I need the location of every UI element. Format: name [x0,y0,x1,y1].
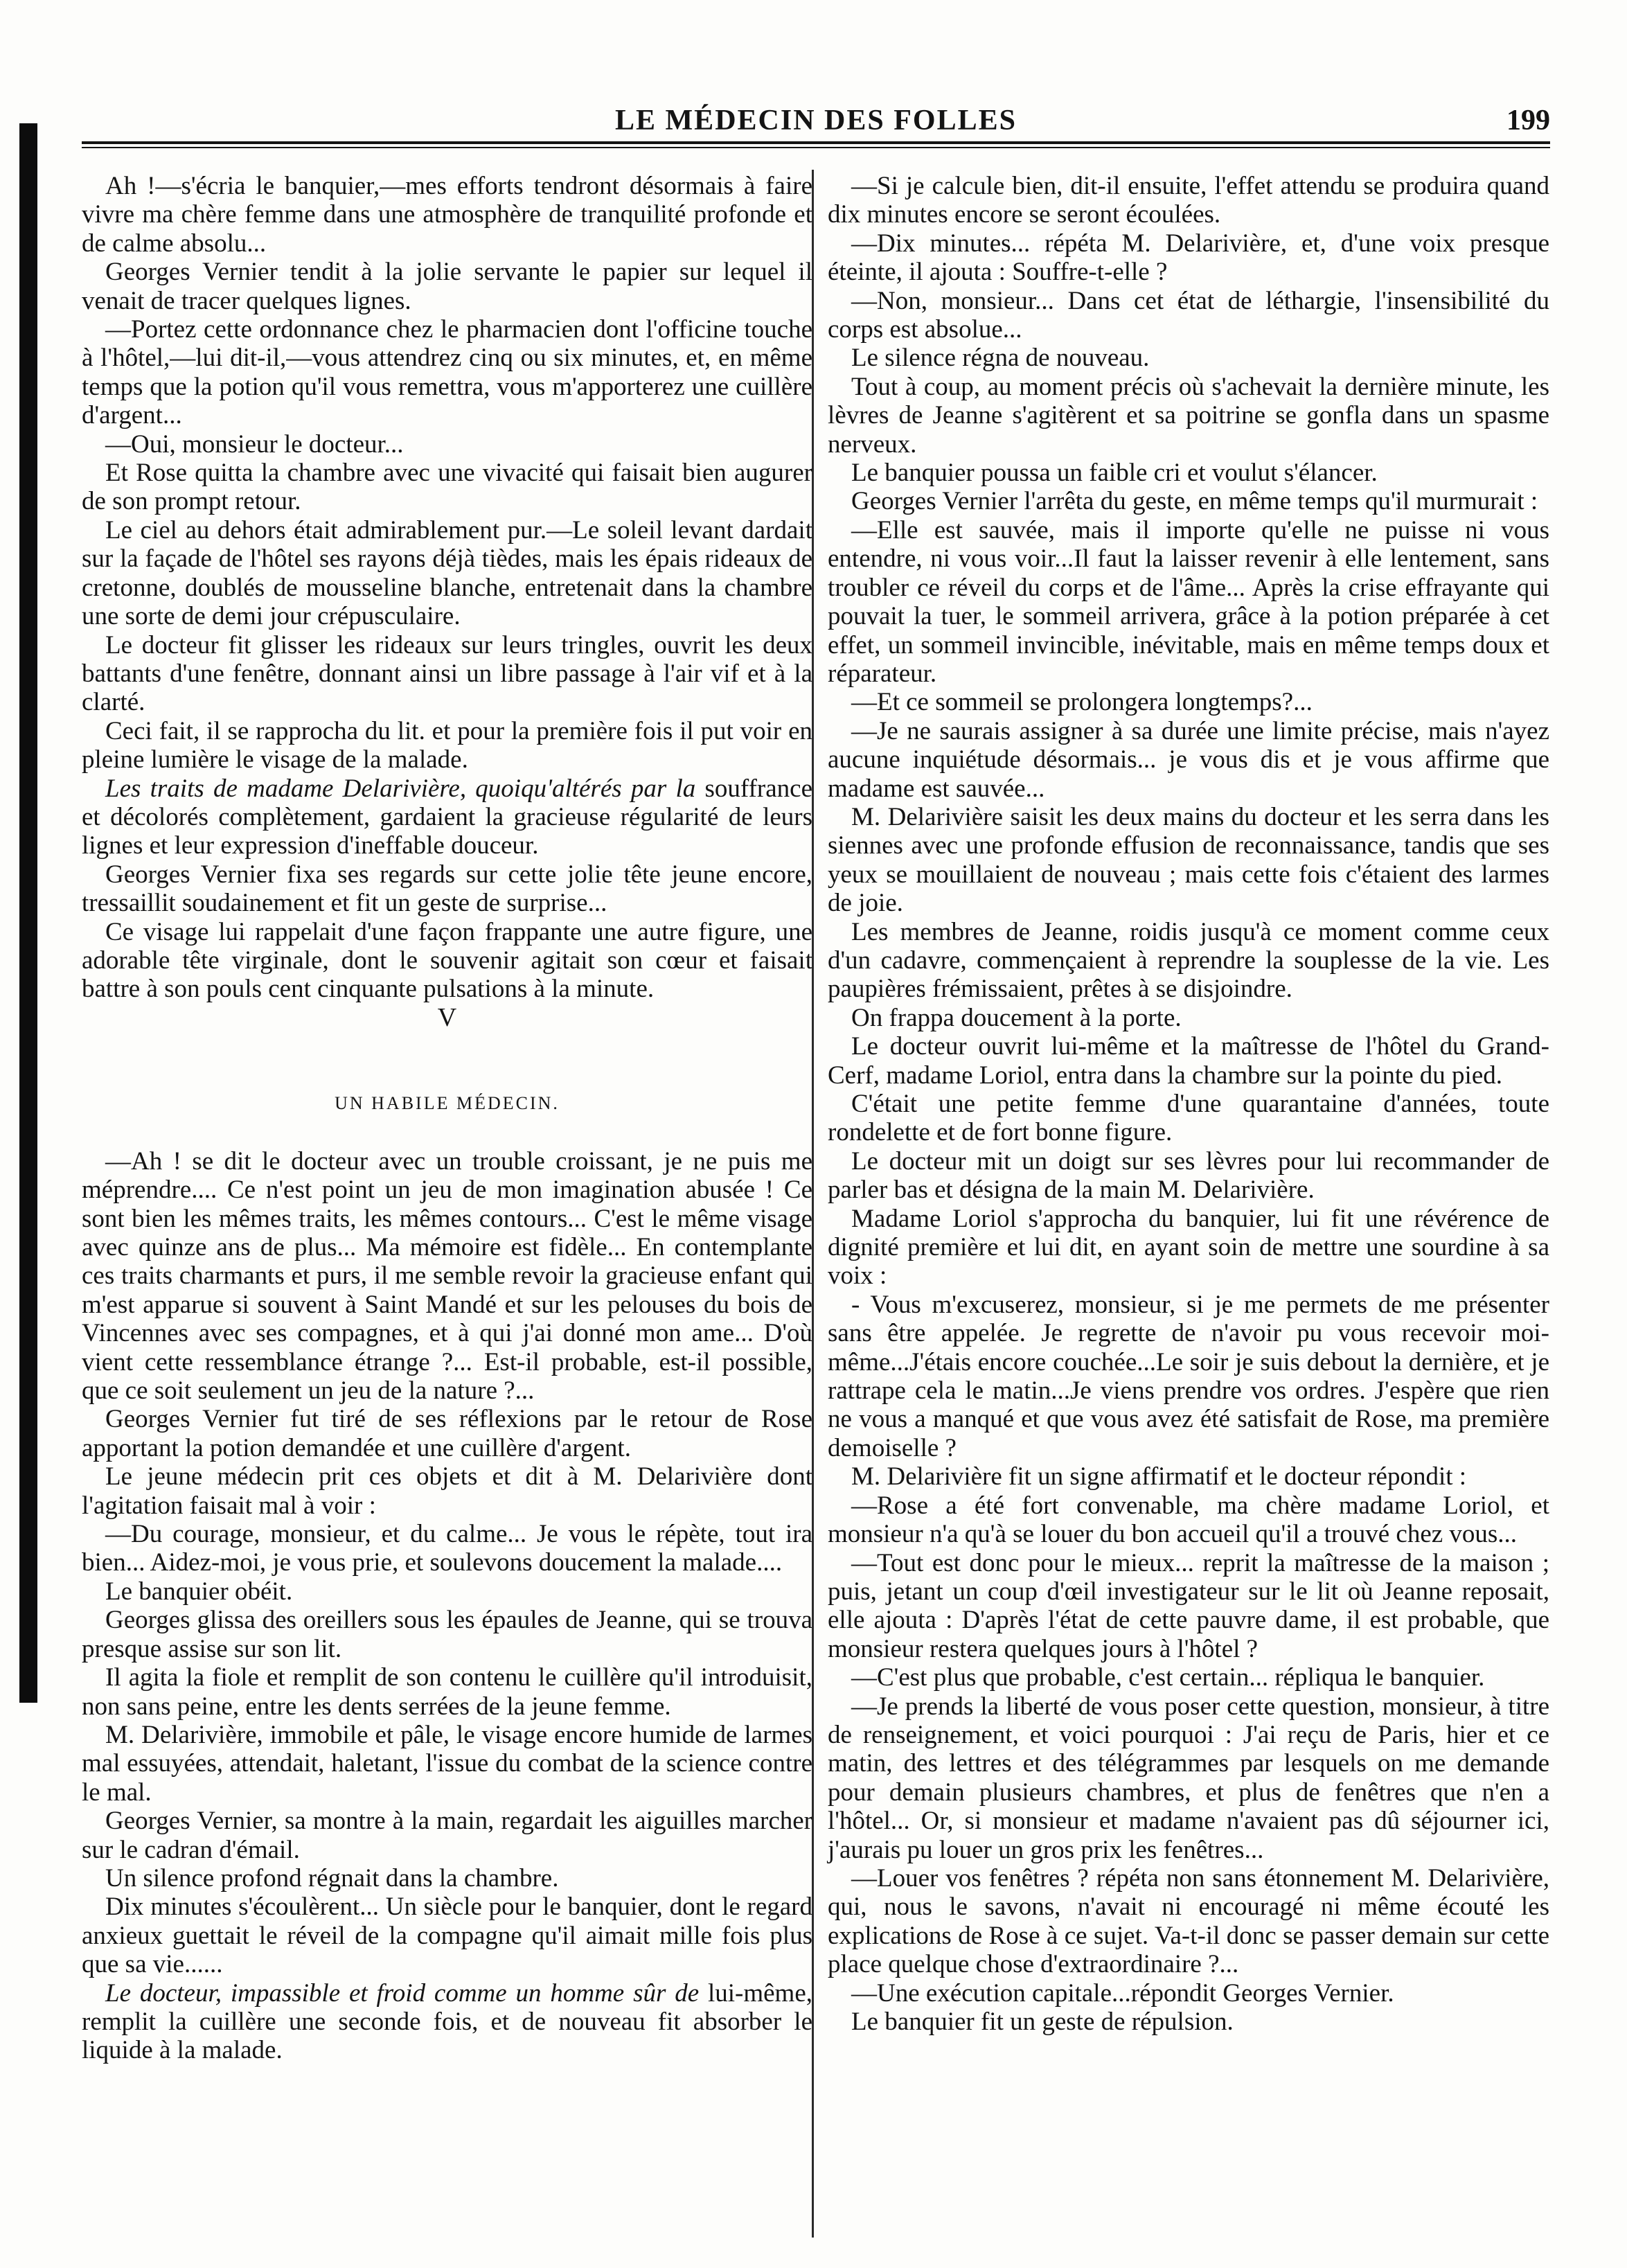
paragraph: Georges Vernier l'arrêta du geste, en même temps qu'il murmurait : [851,487,1538,516]
paragraph: —Elle est sauvée, mais il importe qu'elle ne puisse ni vous entendre, ni vous voir...Il faut la laisser revenir à elle lentement, sans troubler ce réveil du corps et de l'âme... Après la crise effrayante qui pouvait la tuer, le sommeil arrivera, grâce à la potion préparée à cet effet, un sommeil invincible, inévitable, mais en même temps doux et réparateur. [828,515,1549,688]
paragraph: Les membres de Jeanne, roidis jusqu'à ce moment comme ceux d'un cadavre, commençaient à reprendre la souplesse de la vie. Les paupières frémissaient, prêtes à se disjoindre. [828,917,1549,1004]
paragraph: - Vous m'excuserez, monsieur, si je me permets de me présenter sans être appelée. Je regrette de n'avoir pu vous recevoir moi-même...J'étais encore couchée...Le soir je suis debout la dernière, et je rattrape cela le matin...Je viens prendre vos ordres. J'espère que rien ne vous a manqué et que vous avez été satisfait de Rose, ma première demoiselle ? [828,1290,1549,1462]
paragraph-italic-lead [82,774,812,860]
paragraph: Le banquier poussa un faible cri et voulut s'élancer. [851,459,1378,488]
paragraph: —Ah ! se dit le docteur avec un trouble croissant, je ne puis me méprendre.... Ce n'est point un jeu de mon imagination abusée ! Ce sont bien les mêmes traits, les mêmes contours... C'est le même visage avec quinze ans de plus... Ma mémoire est fidèle... En contemplante ces traits charmants et purs, il me semble revoir la gracieuse enfant qui m'est apparue si souvent à Saint Mandé et sur les pelouses du bois de Vincennes avec ses compagnes, et à qui j'ai donné mon ame... D'où vient cette ressemblance étrange ?... Est-il probable, est-il possible, que ce soit seulement un jeu de la nature ?... [82,1146,812,1406]
paragraph: —Je prends la liberté de vous poser cette question, monsieur, à titre de renseignement, et voici pourquoi : J'ai reçu de Paris, hier et ce matin, des lettres et des télégrammes par lesquels on me demande pour demain plusieurs chambres, et plus de fenêtres que n'en a l'hôtel... Or, si monsieur et madame n'avaient pas dû séjourner ici, j'aurais pu louer un gros prix les fenêtres... [828,1692,1549,1864]
italic-run: Le docteur, impassible et froid comme un homme sûr de [105,1978,700,2008]
paragraph: C'était une petite femme d'une quarantaine d'années, toute rondelette et de fort bonne figure. [828,1090,1549,1147]
roman-run: lui-même, remplit la cuillère une seconde fois, et de nouveau fit absorber le liquide à la malade. [82,1978,812,2065]
paragraph: Le silence régna de nouveau. [851,344,1150,373]
chapter-number: V [437,1002,457,1032]
paragraph: —Dix minutes... répéta M. Delarivière, et, d'une voix presque éteinte, il ajouta : Souffre-t-elle ? [828,229,1549,287]
paragraph: On frappa doucement à la porte. [851,1003,1182,1032]
paragraph: Le docteur mit un doigt sur ses lèvres pour lui recommander de parler bas et désigna de la main M. Delarivière. [828,1146,1549,1205]
paragraph: Le banquier fit un geste de répulsion. [851,2008,1234,2036]
header-rule-thin [82,147,1550,148]
paragraph: Dix minutes s'écoulèrent... Un siècle pour le banquier, dont le regard anxieux guettait le réveil de la compagne qu'il aimait mille fois plus que sa vie...... [82,1893,812,1979]
paragraph: —Portez cette ordonnance chez le pharmacien dont l'officine touche à l'hôtel,—lui dit-il,—vous attendrez cinq ou six minutes, et, en même temps que la potion qu'il vous remettra, vous m'apporterez une cuillère d'argent... [82,315,812,430]
paragraph: —Et ce sommeil se prolongera longtemps?... [851,688,1313,717]
paragraph: —Une exécution capitale...répondit Georges Vernier. [851,1978,1394,2008]
paragraph-italic-lead [82,1979,812,2065]
roman-run: souffrance et décolorés complètement, gardaient la gracieuse régularité de leurs lignes et leur expression d'ineffable douceur. [82,774,812,860]
paragraph: Tout à coup, au moment précis où s'achevait la dernière minute, les lèvres de Jeanne s'agitèrent et sa poitrine se gonfla dans un spasme nerveux. [828,372,1549,459]
paragraph: Le docteur ouvrit lui-même et la maîtresse de l'hôtel du Grand-Cerf, madame Loriol, entra dans la chambre sur la pointe du pied. [828,1032,1549,1090]
italic-run: Les traits de madame Delarivière, quoiqu'altérés par la [105,774,696,803]
paragraph: Georges Vernier fut tiré de ses réflexions par le retour de Rose apportant la potion demandée et une cuillère d'argent. [82,1405,812,1462]
paragraph: —Rose a été fort convenable, ma chère madame Loriol, et monsieur n'a qu'à se louer du bon accueil qu'il a trouvé chez vous... [828,1491,1549,1549]
paragraph: Le ciel au dehors était admirablement pur.—Le soleil levant dardait sur la façade de l'hôtel ses rayons déjà tièdes, mais les épais rideaux de cretonne, doublés de mousseline blanche, entretenait dans la chambre une sorte de demi jour crépusculaire. [82,515,812,631]
paragraph: Et Rose quitta la chambre avec une vivacité qui faisait bien augurer de son prompt retour. [82,459,812,516]
paragraph: Madame Loriol s'approcha du banquier, lui fit une révérence de dignité première et lui dit, en ayant soin de mettre une sourdine à sa voix : [828,1204,1549,1291]
paragraph: —Louer vos fenêtres ? répéta non sans étonnement M. Delarivière, qui, nous le savons, n'avait ni encouragé ni même écouté les explications de Rose à ce sujet. Va-t-il donc se passer demain sur cette place quelque chose d'extraordinaire ?... [828,1863,1549,1979]
paragraph: —Tout est donc pour le mieux... reprit la maîtresse de la maison ; puis, jetant un coup d'œil investigateur sur le lit où Jeanne reposait, elle ajouta : D'après l'état de cette pauvre dame, il est probable, que monsieur restera quelques jours à l'hôtel ? [828,1548,1549,1663]
paragraph: M. Delarivière, immobile et pâle, le visage encore humide de larmes mal essuyées, attendait, haletant, l'issue du combat de la science contre le mal. [82,1720,812,1807]
paragraph: Georges Vernier fixa ses regards sur cette jolie tête jeune encore, tressaillit soudainement et fit un geste de surprise... [82,860,812,918]
paragraph: —Du courage, monsieur, et du calme... Je vous le répète, tout ira bien... Aidez-moi, je vous prie, et soulevons doucement la malade.... [82,1520,812,1577]
paragraph: —Non, monsieur... Dans cet état de léthargie, l'insensibilité du corps est absolue... [828,286,1549,344]
paragraph: Georges Vernier tendit à la jolie servante le papier sur lequel il venait de tracer quelques lignes. [82,258,812,315]
paragraph: —Oui, monsieur le docteur... [105,429,404,459]
paragraph: Ah !—s'écria le banquier,—mes efforts tendront désormais à faire vivre ma chère femme dans une atmosphère de tranquilité profonde et de calme absolu... [82,172,812,258]
running-title: LE MÉDECIN DES FOLLES [615,105,1017,136]
paragraph: —Si je calcule bien, dit-il ensuite, l'effet attendu se produira quand dix minutes encore se seront écoulées. [828,172,1549,229]
right-column [828,172,1549,2036]
paragraph: Il agita la fiole et remplit de son contenu le cuillère qu'il introduisit, non sans peine, entre les dents serrées de la jeune femme. [82,1663,812,1721]
chapter-title: UN HABILE MÉDECIN. [335,1092,560,1113]
paragraph: —Je ne saurais assigner à sa durée une limite précise, mais n'ayez aucune inquiétude désormais... je vous dis et je vous affirme que madame est sauvée... [828,716,1549,803]
paragraph: —C'est plus que probable, c'est certain... répliqua le banquier. [851,1663,1485,1692]
margin-binding-bar [19,123,37,1703]
paragraph: Un silence profond régnait dans la chambre. [105,1863,559,1893]
left-column [82,172,812,2065]
paragraph: M. Delarivière saisit les deux mains du docteur et les serra dans les siennes avec une profonde effusion de reconnaissance, tandis que ses yeux se mouillaient de nouveau ; mais cette fois c'étaient des larmes de joie. [828,802,1549,918]
paragraph: Le banquier obéit. [105,1577,293,1606]
paragraph: Le jeune médecin prit ces objets et dit à M. Delarivière dont l'agitation faisait mal à voir : [82,1462,812,1520]
paragraph: Georges glissa des oreillers sous les épaules de Jeanne, qui se trouva presque assise sur son lit. [82,1606,812,1663]
paragraph: M. Delarivière fit un signe affirmatif et le docteur répondit : [851,1462,1467,1491]
paragraph: Georges Vernier, sa montre à la main, regardait les aiguilles marcher sur le cadran d'émail. [82,1807,812,1864]
paragraph: Le docteur fit glisser les rideaux sur leurs tringles, ouvrit les deux battants d'une fenêtre, donnant ainsi un libre passage à l'air vif et à la clarté. [82,630,812,717]
paragraph: Ce visage lui rappelait d'une façon frappante une autre figure, une adorable tête virginale, dont le souvenir agitait son cœur et faisait battre à son pouls cent cinquante pulsations à la minute. [82,917,812,1004]
page-header [82,104,1550,139]
header-rule-thick [82,141,1550,144]
page-number: 199 [1506,105,1550,136]
paragraph: Ceci fait, il se rapprocha du lit. et pour la première fois il put voir en pleine lumière le visage de la malade. [82,716,812,774]
